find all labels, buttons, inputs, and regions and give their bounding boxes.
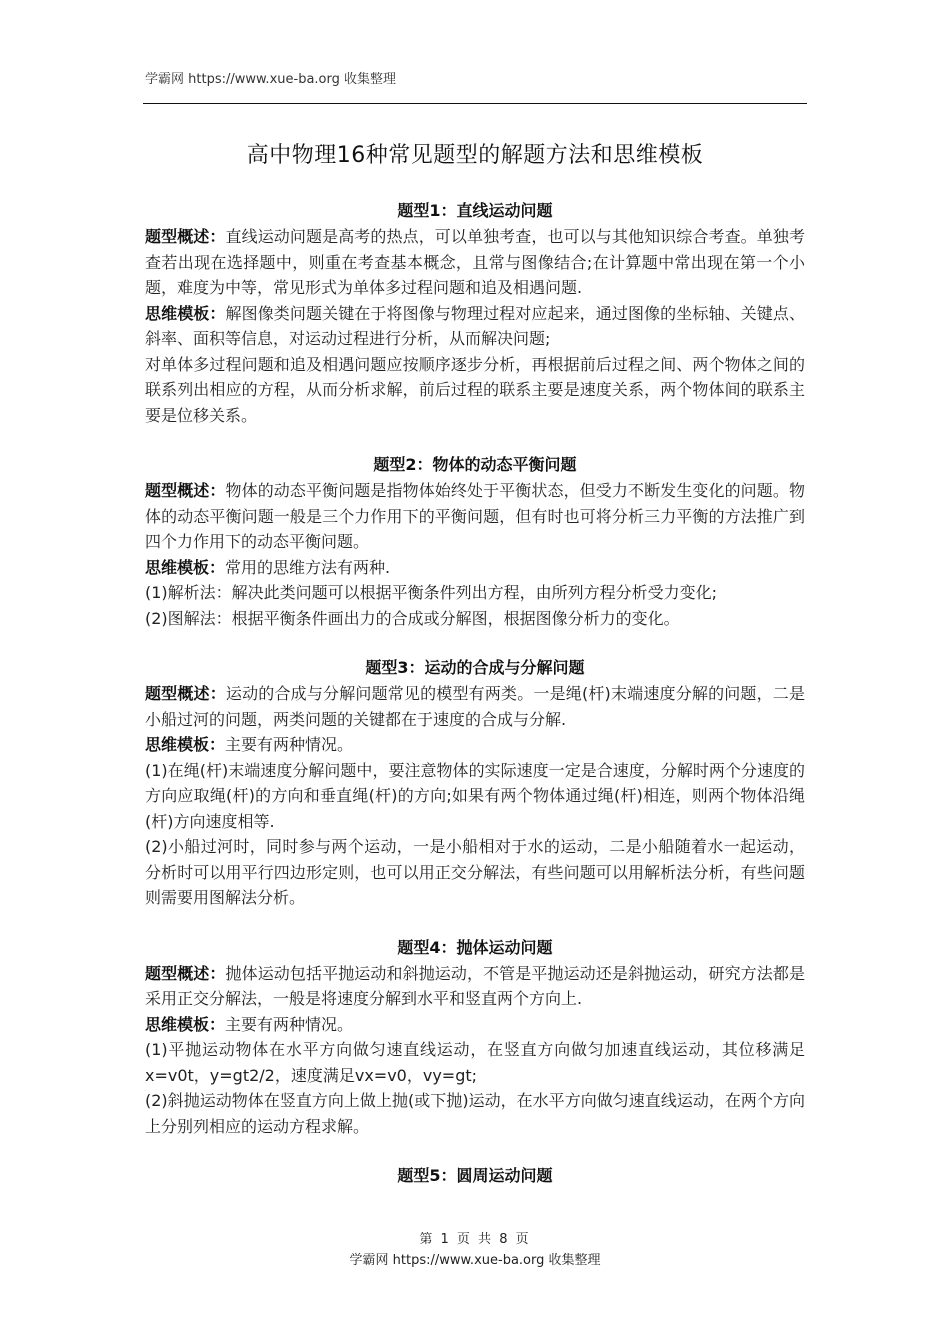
paragraph [145, 732, 805, 758]
paragraph-label: 题型概述： [145, 227, 226, 246]
paragraph-text: (2)斜抛运动物体在竖直方向上做上抛(或下抛)运动，在水平方向做匀速直线运动，在两个方向上分别列相应的运动方程求解。 [145, 1091, 805, 1136]
paragraph [145, 580, 805, 606]
paragraph [145, 606, 805, 632]
page-number: 第 1 页 共 8 页 [419, 1232, 531, 1247]
paragraph-text: 运动的合成与分解问题常见的模型有两类。一是绳(杆)末端速度分解的问题，二是小船过河的问题，两类问题的关键都在于速度的合成与分解. [145, 684, 805, 729]
section-1 [145, 198, 805, 428]
paragraph [145, 224, 805, 301]
paragraph-label: 题型概述： [145, 963, 226, 983]
paragraph-text: 直线运动问题是高考的热点，可以单独考查，也可以与其他知识综合考查。单独考查若出现在选择题中，则重在考查基本概念，且常与图像结合;在计算题中常出现在第一个小题，难度为中等，常见形式为单体多过程问题和追及相遇问题. [145, 227, 805, 297]
paragraph-text: 抛体运动包括平抛运动和斜抛运动，不管是平抛运动还是斜抛运动，研究方法都是采用正交分解法，一般是将速度分解到水平和竖直两个方向上. [145, 963, 805, 1008]
paragraph [145, 1012, 805, 1038]
paragraph [145, 352, 805, 429]
paragraph-text: (1)解析法：解决此类问题可以根据平衡条件列出方程，由所列方程分析受力变化; [145, 583, 718, 602]
paragraph-text: (1)平抛运动物体在水平方向做匀速直线运动，在竖直方向做匀加速直线运动，其位移满足x=v0t，y=gt2/2，速度满足vx=v0，vy=gt; [145, 1040, 805, 1085]
section-title: 题型1：直线运动问题 [397, 201, 553, 220]
document-title: 高中物理16种常见题型的解题方法和思维模板 [246, 143, 704, 168]
section-title: 题型3：运动的合成与分解问题 [365, 658, 585, 677]
header-divider [143, 103, 807, 104]
section-title: 题型2：物体的动态平衡问题 [373, 455, 577, 474]
paragraph [145, 758, 805, 835]
paragraph [145, 1088, 805, 1139]
paragraph-label: 思维模板： [145, 735, 226, 754]
paragraph-text: (2)小船过河时，同时参与两个运动，一是小船相对于水的运动，二是小船随着水一起运动，分析时可以用平行四边形定则，也可以用正交分解法，有些问题可以用解析法分析，有些问题则需要用图解法分析。 [145, 837, 805, 907]
page-footer: 学霸网 https://www.xue-ba.org 收集整理 [349, 1253, 601, 1268]
document-body [145, 198, 805, 1213]
section-2 [145, 452, 805, 631]
section-title: 题型4：抛体运动问题 [397, 937, 553, 957]
paragraph-text: 对单体多过程问题和追及相遇问题应按顺序逐步分析，再根据前后过程之间、两个物体之间的联系列出相应的方程，从而分析求解，前后过程的联系主要是速度关系，两个物体间的联系主要是位移关系。 [145, 354, 805, 425]
section-4 [145, 935, 805, 1140]
paragraph-label: 题型概述： [145, 684, 226, 703]
paragraph-text: 常用的思维方法有两种. [225, 557, 391, 577]
paragraph-text: 主要有两种情况。 [225, 735, 354, 754]
paragraph-text: 解图像类问题关键在于将图像与物理过程对应起来，通过图像的坐标轴、关键点、斜率、面积等信息，对运动过程进行分析，从而解决问题; [145, 303, 805, 348]
section-title: 题型5：圆周运动问题 [397, 1166, 553, 1185]
paragraph-text: 物体的动态平衡问题是指物体始终处于平衡状态，但受力不断发生变化的问题。物体的动态平衡问题一般是三个力作用下的平衡问题，但有时也可将分析三力平衡的方法推广到四个力作用下的动态平衡问题。 [145, 481, 805, 551]
section-3 [145, 655, 805, 911]
paragraph-label: 思维模板： [145, 557, 226, 577]
paragraph-label: 思维模板： [145, 303, 226, 323]
paragraph-label: 题型概述： [145, 481, 226, 500]
paragraph [145, 681, 805, 732]
paragraph-label: 思维模板： [145, 1014, 226, 1034]
paragraph-text: (1)在绳(杆)末端速度分解问题中，要注意物体的实际速度一定是合速度，分解时两个分速度的方向应取绳(杆)的方向和垂直绳(杆)的方向;如果有两个物体通过绳(杆)相连，则两个物体沿绳(杆)方向速度相等. [145, 760, 805, 831]
section-5 [145, 1163, 805, 1189]
paragraph [145, 555, 805, 581]
paragraph [145, 478, 805, 555]
paragraph-text: 主要有两种情况。 [225, 1014, 354, 1034]
paragraph [145, 1037, 805, 1088]
paragraph [145, 961, 805, 1012]
paragraph [145, 301, 805, 352]
page-header: 学霸网 https://www.xue-ba.org 收集整理 [145, 72, 396, 87]
paragraph-text: (2)图解法：根据平衡条件画出力的合成或分解图，根据图像分析力的变化。 [145, 608, 680, 628]
paragraph [145, 834, 805, 911]
